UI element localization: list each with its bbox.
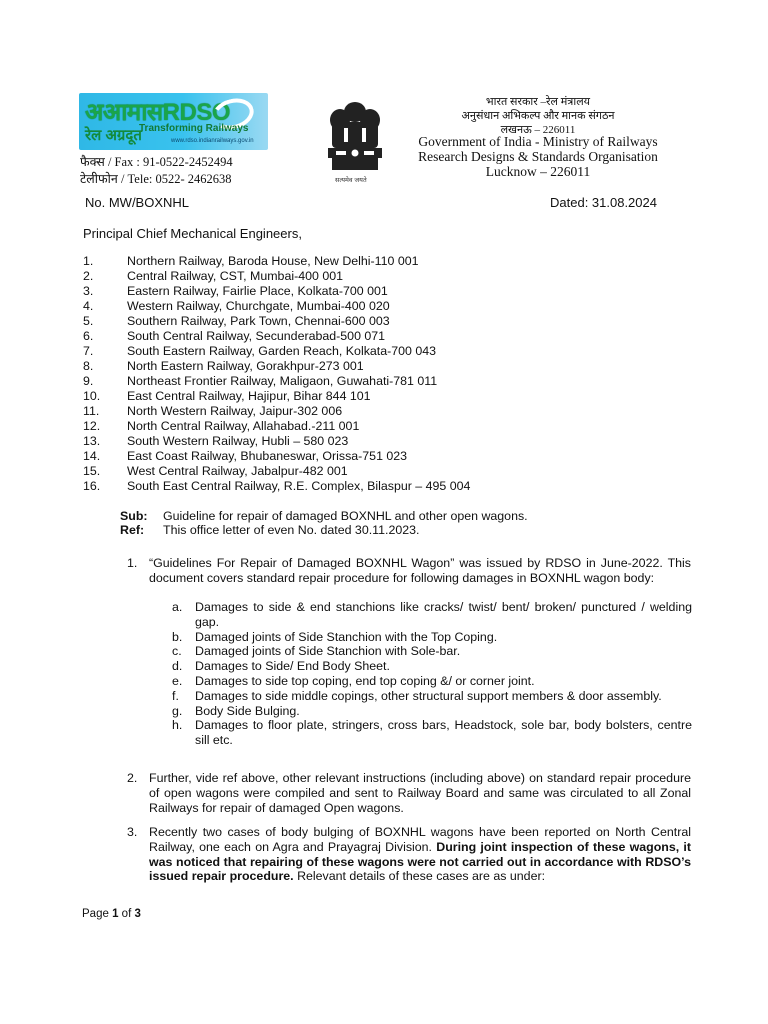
list-item: 9. Northeast Frontier Railway, Maligaon, Guwahati-781 011 xyxy=(83,374,438,388)
list-item: 13. South Western Railway, Hubli – 580 023 xyxy=(83,434,349,448)
list-item: b. Damaged joints of Side Stanchion with the Top Coping. xyxy=(172,629,498,644)
subject-text: Guideline for repair of damaged BOXNHL and other open wagons. xyxy=(163,509,528,523)
header-organisation: Research Designs & Standards Organisation xyxy=(418,149,658,164)
subject-line xyxy=(120,509,528,523)
list-item: e. Damages to side top coping, end top coping &/ or corner joint. xyxy=(172,673,535,688)
letter-date: Dated: 31.08.2024 xyxy=(550,195,657,210)
list-item: d. Damages to Side/ End Body Sheet. xyxy=(172,659,390,674)
para-3-trailing-text: Relevant details of these cases are as under: xyxy=(293,869,546,884)
list-item: 5. Southern Railway, Park Town, Chennai-600 003 xyxy=(83,314,390,328)
list-item: f. Damages to side middle copings, other structural support members & door assembly. xyxy=(172,688,662,703)
reference-label: Ref: xyxy=(120,523,145,537)
list-item: 4. Western Railway, Churchgate, Mumbai-400 020 xyxy=(83,299,390,313)
para-2: Further, vide ref above, other relevant instructions (including above) on standard repair procedure of open wagons were compiled and sent to Railway Board and same was circulated to all Zonal Railways for repair of damaged Open wagons. xyxy=(149,771,691,815)
letter-reference-number: No. MW/BOXNHL xyxy=(85,195,190,210)
header-city: Lucknow – 226011 xyxy=(485,164,591,179)
list-item: h. Damages to floor plate, stringers, cross bars, Headstock, sole bar, body bolsters, centre sill etc. xyxy=(172,718,692,748)
para-3-text: Recently two cases of body bulging of BOXNHL wagons have been reported on North Central Railway, one each on Agra and Prayagraj Division. xyxy=(149,825,691,854)
list-item: 3. Eastern Railway, Fairlie Place, Kolkata-700 001 xyxy=(83,284,388,298)
para-2-number: 2. xyxy=(127,771,138,785)
list-item: g. Body Side Bulging. xyxy=(172,703,300,718)
damage-list xyxy=(172,600,692,748)
list-item: 6. South Central Railway, Secunderabad-500 071 xyxy=(83,329,386,343)
rdso-logo xyxy=(79,93,268,150)
fax-number: फैक्स / Fax : 91-0522-2452494 xyxy=(80,155,233,169)
subject-label: Sub: xyxy=(120,509,148,523)
para-3 xyxy=(149,825,691,884)
para-1: “Guidelines For Repair of Damaged BOXNHL Wagon” was issued by RDSO in June-2022. This document covers standard repair procedure for following damages in BOXNHL wagon body: xyxy=(149,556,691,585)
list-item: 12. North Central Railway, Allahabad.-211 001 xyxy=(83,419,360,433)
logo-tagline: Transforming Railways xyxy=(139,123,249,134)
list-item: 15. West Central Railway, Jabalpur-482 001 xyxy=(83,464,348,478)
list-item: 10. East Central Railway, Hajipur, Bihar 844 101 xyxy=(83,389,371,403)
national-emblem-icon xyxy=(322,98,388,176)
header-hindi-org: अनुसंधान अभिकल्प और मानक संगठन xyxy=(461,110,615,122)
logo-hindi: रेल अग्रदूत xyxy=(85,127,142,144)
list-item: 1. Northern Railway, Baroda House, New Delhi-110 001 xyxy=(83,254,419,268)
list-item: a. Damages to side & end stanchions like cracks/ twist/ bent/ broken/ punctured / welding gap. xyxy=(172,600,692,629)
emblem-motto: सत्यमेव जयते xyxy=(335,177,367,184)
logo-url: www.rdso.indianrailways.gov.in xyxy=(171,138,254,144)
list-item: 14. East Coast Railway, Bhubaneswar, Orissa-751 023 xyxy=(83,449,408,463)
logo-text: अआमासRDSO xyxy=(85,99,230,126)
para-1-number: 1. xyxy=(127,556,138,570)
header-hindi-ministry: भारत सरकार –रेल मंत्रालय xyxy=(485,96,591,108)
addressee-list xyxy=(83,254,470,494)
tel-number: टेलीफोन / Tele: 0522- 2462638 xyxy=(80,172,232,186)
reference-line xyxy=(120,523,419,537)
header-hindi-city: लखनऊ – 226011 xyxy=(500,124,576,136)
para-3-bold-text: During joint inspection of these wagons, it was noticed that repairing of these wagons were not carried out in accordance with RDSO’s issued repair procedure. xyxy=(149,839,692,884)
para-3-number: 3. xyxy=(127,825,138,839)
list-item: 16. South East Central Railway, R.E. Complex, Bilaspur – 495 004 xyxy=(83,479,471,493)
list-item: 7. South Eastern Railway, Garden Reach, Kolkata-700 043 xyxy=(83,344,437,358)
list-item: 8. North Eastern Railway, Gorakhpur-273 001 xyxy=(83,359,364,373)
reference-text: This office letter of even No. dated 30.11.2023. xyxy=(163,523,420,537)
header-ministry: Government of India - Ministry of Railways xyxy=(418,134,658,149)
page-number: Page 1 of 3 xyxy=(82,908,141,920)
list-item: c. Damaged joints of Side Stanchion with Sole-bar. xyxy=(172,644,461,659)
salutation: Principal Chief Mechanical Engineers, xyxy=(83,226,302,241)
list-item: 11. North Western Railway, Jaipur-302 006 xyxy=(83,404,343,418)
list-item: 2. Central Railway, CST, Mumbai-400 001 xyxy=(83,269,344,283)
